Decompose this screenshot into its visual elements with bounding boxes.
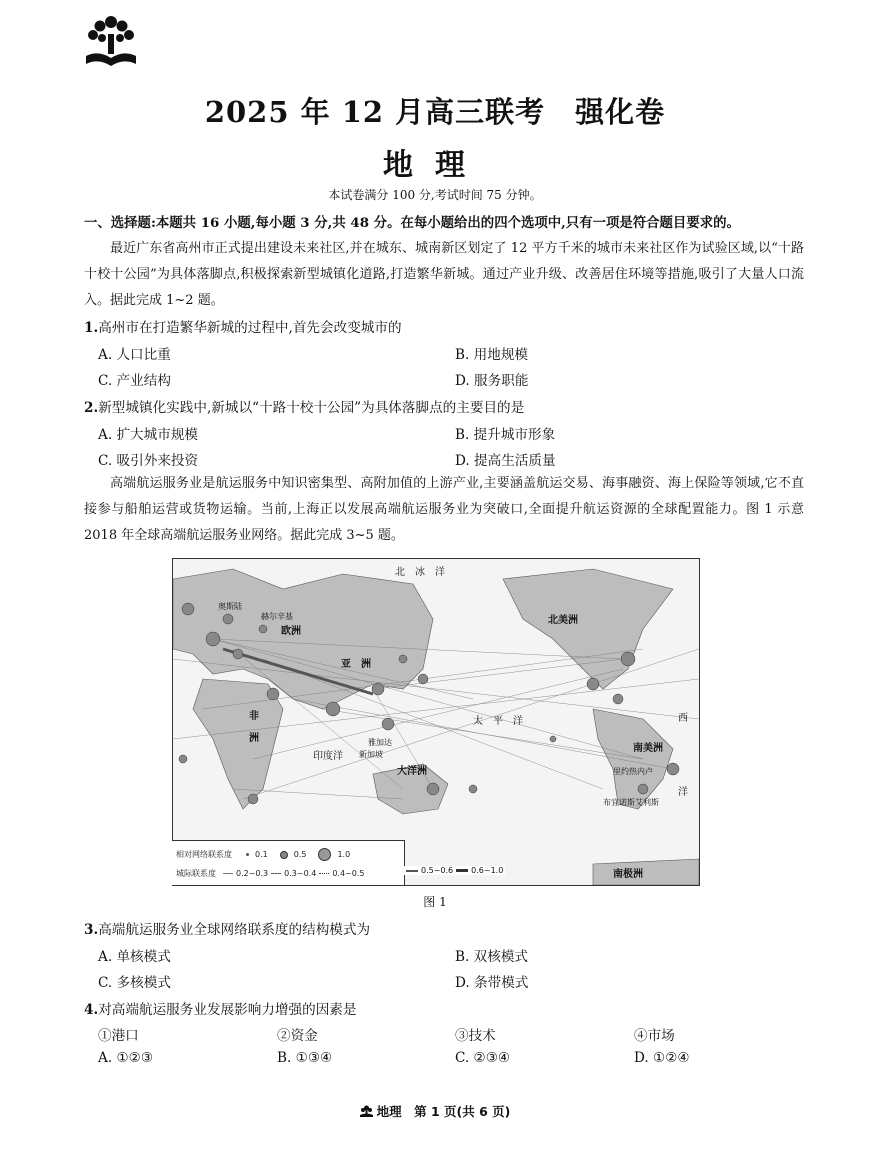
footer-text: 地理 第 1 页(共 6 页)	[376, 1104, 511, 1119]
legend-dot-large-icon	[318, 848, 331, 861]
question-1	[84, 316, 402, 336]
question-number: 2.	[84, 400, 99, 416]
q3-option-c[interactable]: C. 多核模式	[98, 975, 171, 991]
legend-network-value: 0.1	[255, 850, 268, 859]
q4-option-d[interactable]: D. ①②④	[634, 1050, 690, 1066]
label-indian-ocean: 印度洋	[313, 751, 343, 762]
section-heading: 一、选择题:本题共 16 小题,每小题 3 分,共 48 分。在每小题给出的四个选项中,只有一项是符合题目要求的。	[84, 215, 740, 231]
label-south-america: 南美洲	[633, 743, 663, 754]
q4-option-a[interactable]: A. ①②③	[98, 1050, 154, 1066]
exam-title: 2025 年 12 月高三联考 强化卷	[204, 95, 666, 129]
legend-city-value: 0.4~0.5	[332, 869, 365, 878]
label-jakarta: 雅加达	[368, 738, 392, 747]
legend-line-icon	[319, 873, 329, 874]
question-stem: 高州市在打造繁华新城的过程中,首先会改变城市的	[98, 320, 402, 336]
q1-option-d[interactable]: D. 服务职能	[455, 373, 529, 389]
q1-option-c[interactable]: C. 产业结构	[98, 373, 171, 389]
question-number: 1.	[84, 320, 99, 336]
q4-item: ④市场	[634, 1028, 675, 1044]
label-africa: 非	[249, 711, 259, 722]
question-4	[84, 998, 356, 1018]
passage-2: 高端航运服务业是航运服务中知识密集型、高附加值的上游产业,主要涵盖航运交易、海事融资、海上保险等领域,它不直接参与船舶运营或货物运输。当前,上海正以发展高端航运服务业为突破口,全面提升航运资源的全球配置能力。图 1 示意 2018 年全球高端航运服务业网络。据此完成 3~5 题。	[84, 476, 804, 543]
label-singapore: 新加坡	[359, 750, 383, 759]
label-antarctica: 南极洲	[613, 869, 643, 880]
legend-line-icon	[406, 870, 418, 872]
label-arctic: 北 冰 洋	[395, 567, 445, 578]
label-oslo: 奥斯陆	[218, 602, 242, 611]
q3-option-d[interactable]: D. 条带模式	[455, 975, 529, 991]
legend-network-label: 相对网络联系度	[176, 850, 232, 859]
label-pacific: 太 平 洋	[473, 716, 523, 727]
q3-option-a[interactable]: A. 单核模式	[98, 949, 171, 965]
legend-city-value: 0.3~0.4	[284, 869, 317, 878]
label-europe: 欧洲	[281, 626, 301, 637]
question-3	[84, 918, 370, 938]
question-number: 3.	[84, 922, 99, 938]
label-atlantic-2: 西	[678, 713, 688, 724]
q3-option-b[interactable]: B. 双核模式	[455, 949, 529, 965]
q1-option-b[interactable]: B. 用地规模	[455, 347, 529, 363]
map-graphic	[173, 559, 699, 885]
label-north-america: 北美洲	[548, 615, 578, 626]
map-legend	[172, 840, 405, 885]
page-footer	[0, 1102, 870, 1120]
figure-caption: 图 1	[423, 895, 447, 909]
legend-line-icon	[223, 873, 233, 874]
q4-option-c[interactable]: C. ②③④	[455, 1050, 511, 1066]
legend-city-value: 0.6~1.0	[471, 866, 504, 875]
legend-dot-small-icon	[246, 853, 249, 856]
label-helsinki: 赫尔辛基	[261, 612, 293, 621]
q4-item: ③技术	[455, 1028, 496, 1044]
legend-city-value: 0.2~0.3	[236, 869, 269, 878]
question-stem: 对高端航运服务业发展影响力增强的因素是	[98, 1002, 357, 1018]
q2-option-c[interactable]: C. 吸引外来投资	[98, 453, 199, 469]
label-asia: 亚 洲	[341, 659, 371, 670]
map-legend-continued	[404, 866, 505, 875]
question-number: 4.	[84, 1002, 99, 1018]
exam-note: 本试卷满分 100 分,考试时间 75 分钟。	[328, 188, 542, 202]
q4-option-b[interactable]: B. ①③④	[277, 1050, 333, 1066]
world-shipping-network-map	[172, 558, 700, 886]
question-2	[84, 396, 524, 416]
label-rio: 里约热内卢	[613, 767, 653, 776]
legend-network-value: 0.5	[293, 850, 307, 859]
label-atlantic: 洋	[678, 787, 688, 798]
q2-option-d[interactable]: D. 提高生活质量	[455, 453, 556, 469]
legend-city-label: 城际联系度	[176, 869, 216, 878]
passage-1: 最近广东省高州市正式提出建设未来社区,并在城东、城南新区划定了 12 平方千米的城市未来社区作为试验区域,以“十路十校十公园”为具体落脚点,积极探索新型城镇化道路,打造繁华新城。通过产业升级、改善居住环境等措施,吸引了大量人口流入。据此完成 1~2 题。	[84, 241, 804, 308]
question-stem: 新型城镇化实践中,新城以“十路十校十公园”为具体落脚点的主要目的是	[98, 400, 525, 416]
q4-item: ①港口	[98, 1028, 139, 1044]
question-stem: 高端航运服务业全球网络联系度的结构模式为	[98, 922, 371, 938]
legend-city-value: 0.5~0.6	[421, 866, 454, 875]
legend-line-icon	[456, 869, 468, 872]
label-africa-2: 洲	[249, 733, 259, 744]
legend-network-value: 1.0	[337, 850, 351, 859]
q1-option-a[interactable]: A. 人口比重	[98, 347, 171, 363]
publisher-logo-small-icon	[360, 1105, 373, 1117]
q4-item: ②资金	[277, 1028, 318, 1044]
label-buenos-aires: 布宜诺斯艾利斯	[603, 798, 659, 807]
subject-title: 地理	[383, 148, 487, 183]
q2-option-a[interactable]: A. 扩大城市规模	[98, 427, 199, 443]
legend-dot-medium-icon	[280, 851, 288, 859]
q2-option-b[interactable]: B. 提升城市形象	[455, 427, 556, 443]
publisher-logo	[82, 14, 140, 70]
legend-line-icon	[271, 873, 281, 874]
label-oceania: 大洋洲	[397, 766, 427, 777]
